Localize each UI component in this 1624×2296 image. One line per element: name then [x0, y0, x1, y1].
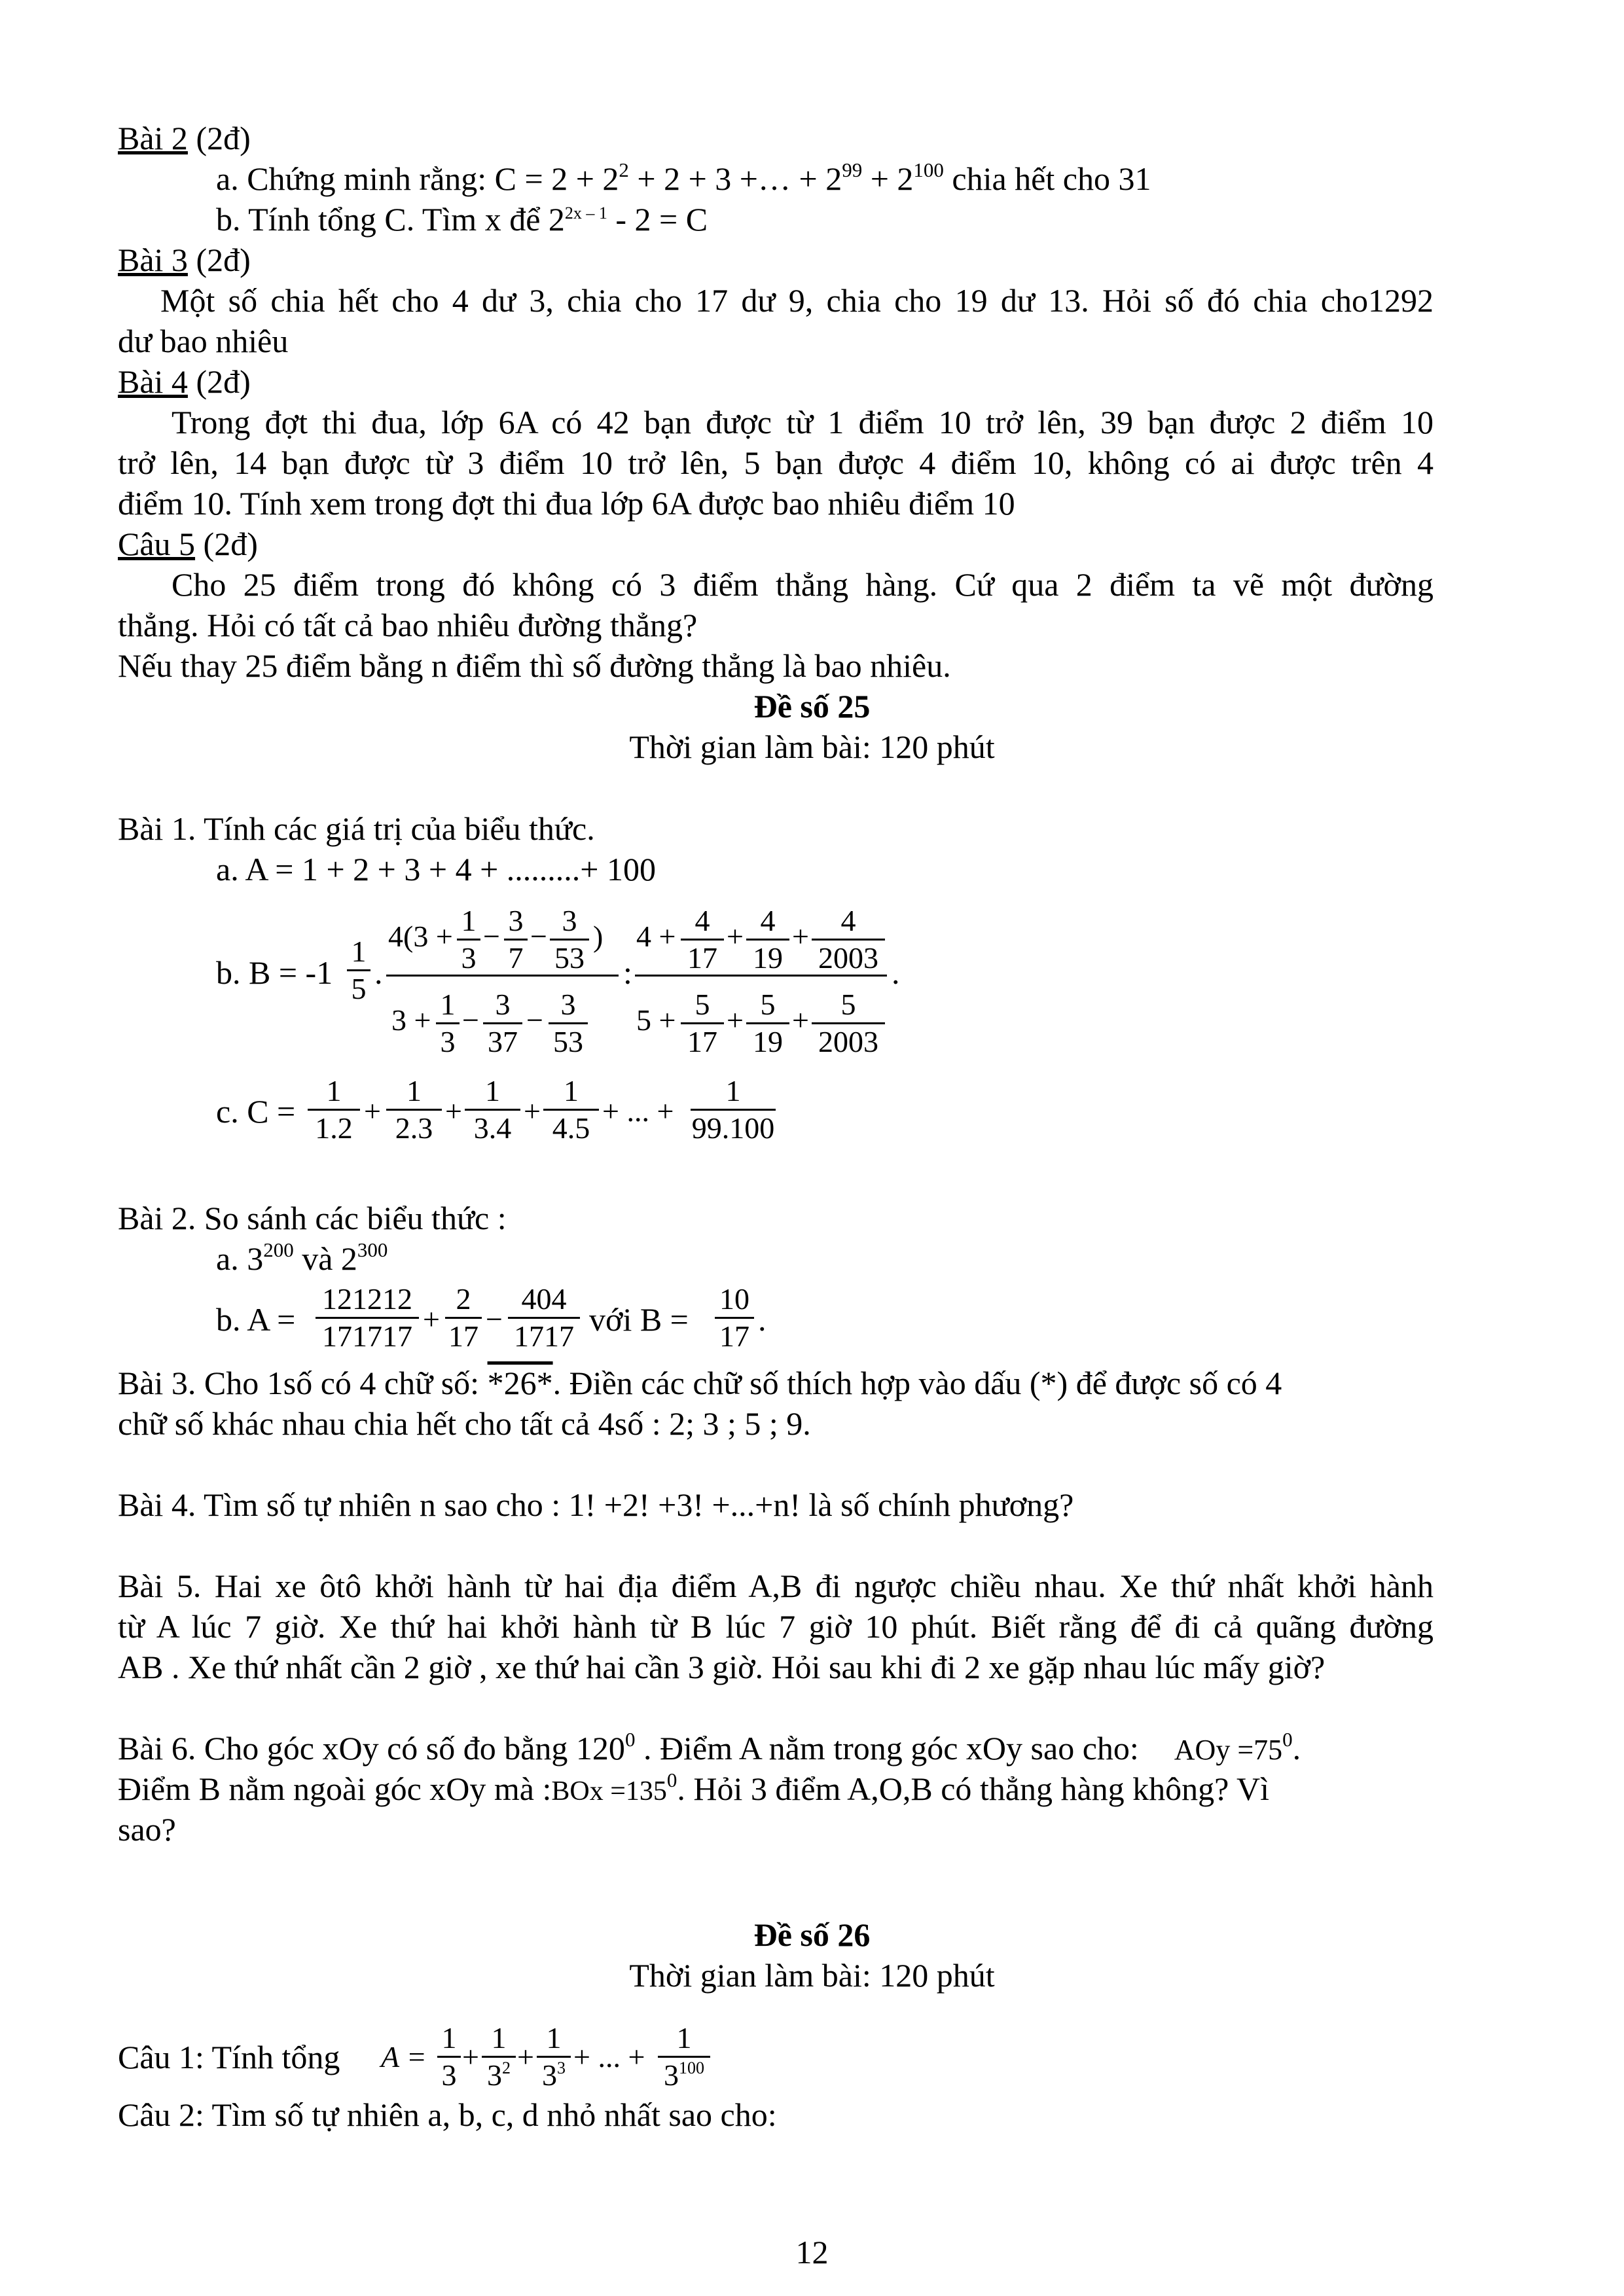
- v1: 4 17: [681, 903, 724, 976]
- d1-minus-2: −: [526, 1003, 543, 1037]
- de25-bai2-heading: Bài 2. So sánh các biểu thức :: [118, 1200, 507, 1236]
- n2-prefix: 4 +: [636, 920, 676, 953]
- bai3-text-line2: dư bao nhiêu: [118, 323, 289, 359]
- b2-frac-3: 404 1717: [508, 1282, 580, 1354]
- bai4-text-line3: điểm 10. Tính xem trong đợt thi đua lớp 6A được bao nhiêu điểm 10: [118, 485, 1015, 522]
- t1: 1 3: [457, 903, 480, 976]
- w1: 5 17: [681, 987, 724, 1060]
- de25-bai4: Bài 4. Tìm số tự nhiên n sao cho : 1! +2! +3! +...+n! là số chính phương?: [118, 1486, 1074, 1523]
- de25-bai6-line1: Bài 6. Cho góc xOy có số đo bằng $120^0$ . Điểm A nằm trong góc xOy sao cho: AOy $=75^0$.: [118, 1728, 1301, 1767]
- n1-close: ): [593, 920, 604, 953]
- d2-plus-2: +: [792, 1003, 809, 1037]
- d2-prefix: 5 +: [636, 1003, 676, 1037]
- bai2-heading: Bài 2 (2đ): [118, 120, 251, 156]
- t3: 3 53: [550, 903, 589, 976]
- d1-prefix: 3 +: [391, 1003, 431, 1037]
- c-dots: + ... +: [602, 1094, 674, 1128]
- de25-bai5-line3: AB . Xe thứ nhất cần 2 giờ , xe thứ hai cần 3 giờ. Hỏi sau khi đi 2 xe gặp nhau lúc mấy giờ?: [118, 1649, 1326, 1685]
- c-term-4: 1 4.5: [543, 1073, 599, 1146]
- v3: 4 2003: [812, 903, 885, 976]
- cau5-text-line3: Nếu thay 25 điểm bằng n điểm thì số đường thẳng là bao nhiêu.: [118, 647, 951, 684]
- de25-bai5-line1: Bài 5. Hai xe ôtô khởi hành từ hai địa điểm A,B đi ngược chiều nhau. Xe thứ nhất khởi hành: [118, 1568, 1434, 1604]
- t2: 3 7: [504, 903, 528, 976]
- cau1-term-2: 1 $3^2$: [482, 2020, 516, 2093]
- b2-with: với B =: [589, 1301, 689, 1338]
- cau1-term-4: 1 $3^{100}$: [658, 2020, 710, 2093]
- d2-plus-1: +: [727, 1003, 744, 1037]
- bai3-heading: Bài 3 (2đ): [118, 242, 251, 278]
- page-number: 12: [795, 2234, 829, 2270]
- c-plus-1: +: [364, 1094, 381, 1128]
- b-dot: .: [374, 954, 383, 991]
- u2: 3 37: [483, 987, 522, 1060]
- de25-title: Đề số 25: [753, 688, 871, 725]
- c-plus-2: +: [445, 1094, 462, 1128]
- b2-frac-B: 10 17: [715, 1282, 754, 1354]
- w2: 5 19: [746, 987, 789, 1060]
- bai2-part-a: a. Chứng minh rằng: $C = 2 + 2^2 + 2 + 3$ +… + $2^{99} + 2^{100}$ chia hết cho 31: [216, 158, 1151, 197]
- n1-minus-2: −: [530, 920, 547, 953]
- c-term-2: 1 2.3: [386, 1073, 442, 1146]
- bai4-text-line1: Trong đợt thi đua, lớp 6A có 42 bạn được từ 1 điểm 10 trở lên, 39 bạn được 2 điểm 10: [171, 404, 1434, 440]
- c-plus-3: +: [524, 1094, 541, 1128]
- de26-cau2: Câu 2: Tìm số tự nhiên a, b, c, d nhỏ nhất sao cho:: [118, 2096, 777, 2133]
- b2-frac-2: 2 17: [445, 1282, 482, 1354]
- b2-prefix: b. A =: [216, 1301, 296, 1338]
- cau1-term-3: 1 $3^3$: [537, 2020, 571, 2093]
- w3: 5 2003: [812, 987, 885, 1060]
- cau5-heading: Câu 5 (2đ): [118, 526, 258, 562]
- n1-minus-1: −: [483, 920, 500, 953]
- cau5-text-line1: Cho 25 điểm trong đó không có 3 điểm thẳng hàng. Cứ qua 2 điểm ta vẽ một đường: [171, 566, 1434, 603]
- de25-bai6-line3: sao?: [118, 1811, 176, 1848]
- c-prefix: c. C =: [216, 1093, 296, 1130]
- b-end: .: [892, 954, 900, 991]
- de25-bai2-a: a. $3^{200}$ và $2^{300}$: [216, 1238, 388, 1277]
- de25-bai1-a: a. A = 1 + 2 + 3 + 4 + .........+ 100: [216, 851, 656, 888]
- u3: 3 53: [549, 987, 588, 1060]
- de25-time: Thời gian làm bài: 120 phút: [629, 728, 995, 765]
- de25-bai3-line2: chữ số khác nhau chia hết cho tất cả 4số : 2; 3 ; 5 ; 9.: [118, 1405, 811, 1442]
- n1-prefix: 4(3 +: [388, 920, 453, 953]
- cau1-term-1: 1 3: [437, 2020, 461, 2093]
- b-mixed-fraction: 1 5: [347, 934, 370, 1007]
- cau1-var: A =: [381, 2040, 427, 2073]
- b2-plus: +: [423, 1302, 440, 1336]
- n2-plus-2: +: [792, 920, 809, 953]
- c-term-3: 1 3.4: [465, 1073, 520, 1146]
- de26-title: Đề số 26: [753, 1916, 871, 1953]
- cau1-prefix: Câu 1: Tính tổng: [118, 2039, 340, 2075]
- c-term-5: 1 99.100: [691, 1074, 775, 1145]
- c-term-1: 1 1.2: [308, 1073, 360, 1146]
- de25-bai3-line1: Bài 3. Cho 1số có 4 chữ số: *26*. Điền các chữ số thích hợp vào dấu (*) để được số có 4: [118, 1365, 1282, 1401]
- bai4-text-line2: trở lên, 14 bạn được từ 3 điểm 10 trở lên, 5 bạn được 4 điểm 10, không có ai được trên 4: [118, 444, 1434, 481]
- de26-time: Thời gian làm bài: 120 phút: [629, 1957, 995, 1994]
- cau1-plus-2: +: [517, 2040, 534, 2073]
- de25-bai1-heading: Bài 1. Tính các giá trị của biểu thức.: [118, 810, 595, 847]
- de25-bai5-line2: từ A lúc 7 giờ. Xe thứ hai khởi hành từ B lúc 7 giờ 10 phút. Biết rằng để đi cả quãng đường: [118, 1608, 1434, 1645]
- v2: 4 19: [746, 903, 789, 976]
- b2-minus: −: [486, 1302, 503, 1336]
- u1: 1 3: [436, 987, 460, 1060]
- cau1-plus-1: +: [462, 2040, 479, 2073]
- b2-end: .: [758, 1301, 767, 1338]
- bai4-heading: Bài 4 (2đ): [118, 363, 251, 400]
- n2-plus-1: +: [727, 920, 744, 953]
- de25-bai6-line2: Điểm B nằm ngoài góc xOy mà :BOx $=135^0$. Hỏi 3 điểm A,O,B có thẳng hàng không? Vì: [118, 1768, 1269, 1807]
- b-colon: :: [623, 954, 632, 991]
- b-prefix: b. B = -1: [216, 954, 333, 991]
- cau1-dots: + ... +: [573, 2040, 645, 2073]
- cau5-text-line2: thẳng. Hỏi có tất cả bao nhiêu đường thẳng?: [118, 607, 698, 643]
- d1-minus-1: −: [462, 1003, 479, 1037]
- bai3-text-line1: Một số chia hết cho 4 dư 3, chia cho 17 dư 9, chia cho 19 dư 13. Hỏi số đó chia cho1292: [160, 282, 1434, 319]
- bai2-part-b: b. Tính tổng C. Tìm x để $2^{2x - 1} - 2 = C$: [216, 201, 708, 238]
- b2-frac-1: 121212 171717: [316, 1282, 419, 1354]
